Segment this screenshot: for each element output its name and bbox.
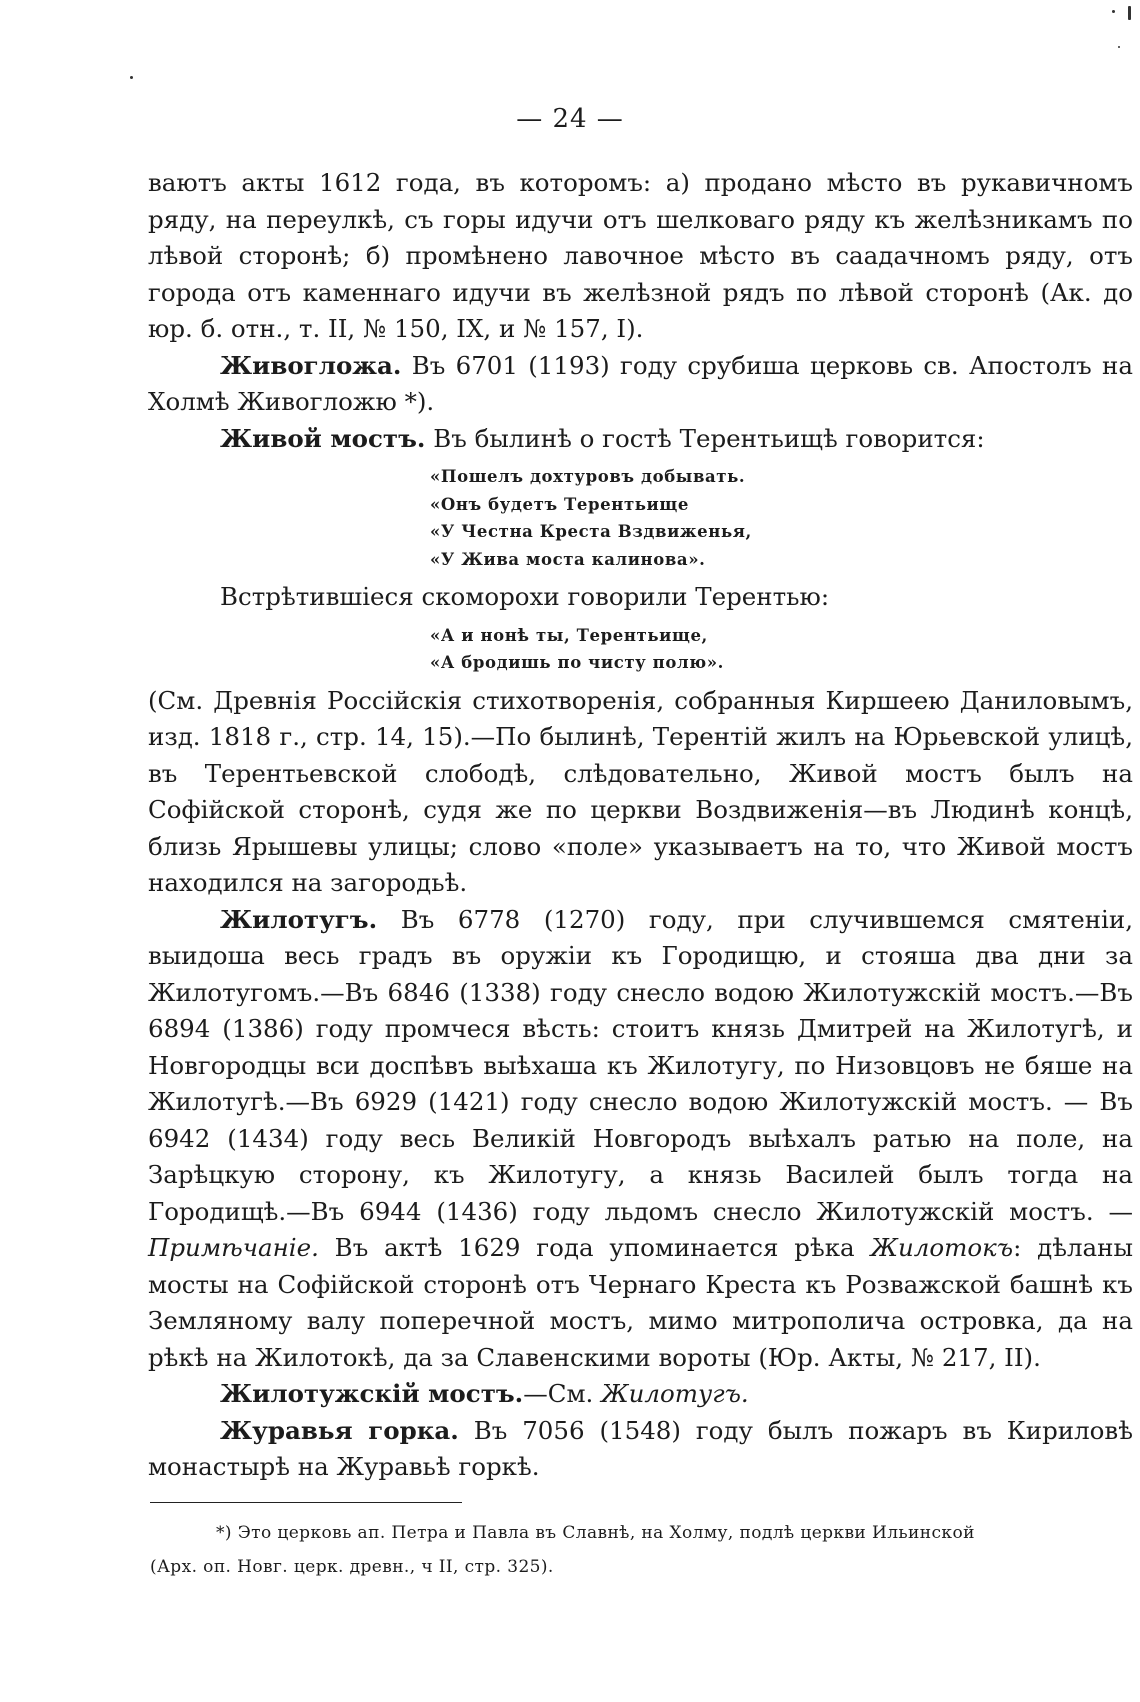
entry-heading: Жилотужскій мостъ. [220, 1379, 524, 1408]
note-label: Примѣчаніе. [148, 1233, 319, 1262]
verse-line: «Онъ будетъ Терентьище [430, 494, 689, 514]
scan-speck [1118, 46, 1120, 48]
entry-text: : дѣланы мосты на Софійской сторонѣ отъ Чернаго Креста къ Розважской башнѣ къ Земляному валу поперечной мостъ, мимо митрополича островка, да на рѣкѣ на Жилотокѣ, да за Славенскими вороты (Юр. Акты, № 217, II). [148, 1233, 1133, 1372]
entry-text: Въ 7056 (1548) году былъ пожаръ въ Кириловѣ монастырѣ на Журавьѣ горкѣ. [148, 1415, 1133, 1481]
entry-text: Въ актѣ 1629 года упоминается рѣка [318, 1233, 871, 1262]
scan-speck [1112, 10, 1115, 13]
cross-reference: Жилотугъ. [601, 1379, 749, 1408]
entry-zhivoglozha [148, 348, 1133, 421]
paragraph-continued: ваютъ акты 1612 года, въ которомъ: а) продано мѣсто въ рукавичномъ ряду, на переулкѣ, съ горы идучи отъ шелковаго ряду къ желѣзникамъ по лѣвой сторонѣ; б) промѣнено лавочное мѣсто въ саадачномъ ряду, отъ города отъ каменнаго идучи въ желѣзной рядъ по лѣвой сторонѣ (Ак. до юр. б. отн., т. II, № 150, IX, и № 157, I). [148, 168, 1133, 343]
entry-heading: Живогложа. [220, 350, 402, 380]
entry-text: Въ 6701 (1193) году срубиша церковь св. Апостолъ на Холмѣ Живогложю *). [148, 350, 1133, 416]
footnote-line: (Арх. оп. Новг. церк. древн., ч II, стр. 325). [150, 1557, 554, 1577]
footnote-line: *) Это церковь ап. Петра и Павла въ Славнѣ, на Холму, подлѣ церкви Ильинской [216, 1523, 975, 1543]
entry-heading: Живой мостъ. [220, 423, 426, 453]
entry-text: Въ 6778 (1270) году, при случившемся смятеніи, выидоша весь градъ въ оружіи къ Городищю, и стояша два дни за Жилотугомъ.—Въ 6846 (1338) году снесло водою Жилотужскій мостъ.—Въ 6894 (1386) году промчеся вѣсть: стоитъ князь Дмитрей на Жилотугѣ, и Новгородцы вси доспѣвъ выѣхаша къ Жилотугу, по Низовцовъ не бяше на Жилотугѣ.—Въ 6929 (1421) году снесло водою Жилотужскій мостъ. — Въ 6942 (1434) году весь Великій Новгородъ выѣхалъ ратью на поле, на Зарѣцкую сторону, къ Жилотугу, а князь Василей былъ тогда на Городищѣ.—Въ 6944 (1436) году льдомъ снесло Жилотужскій мостъ. — [148, 904, 1133, 1226]
entry-heading: Журавья горка. [220, 1415, 459, 1445]
river-name: Жилотокъ [870, 1233, 1014, 1262]
entry-heading: Жилотугъ. [220, 904, 378, 934]
main-text [148, 165, 1133, 1486]
entry-zhilotug [148, 902, 1133, 1377]
entry-text-after: (См. Древнія Россійскія стихотворенія, собранныя Киршеею Даниловымъ, изд. 1818 г., стр. 14, 15).—По былинѣ, Терентій жилъ на Юрьевской улицѣ, въ Терентьевской слободѣ, слѣдовательно, Живой мостъ былъ на Софійской сторонѣ, судя же по церкви Воздвиженія—въ Людинѣ концѣ, близь Ярышевы улицы; слово «поле» указываетъ на то, что Живой мостъ находился на загородьѣ. [148, 685, 1133, 897]
entry-zhivoy-most [148, 421, 1133, 458]
verse-line: «А и нонѣ ты, Терентьище, [430, 625, 708, 645]
verse-line: «Пошелъ дохтуровъ добывать. [430, 467, 746, 486]
scan-speck [130, 76, 133, 79]
entry-zhilotuzhsky-most [148, 1376, 1133, 1413]
entry-zhuravya-gorka [148, 1413, 1133, 1486]
verse-line: «У Честна Креста Вздвиженья, [430, 522, 752, 541]
page-number: — 24 — [516, 104, 624, 134]
scan-speck [1128, 6, 1131, 20]
footnote-divider [150, 1502, 462, 1503]
entry-text: —См. [523, 1379, 602, 1408]
verse-line: «У Жива моста калинова». [430, 549, 706, 569]
entry-text: Въ былинѣ о гостѣ Терентьищѣ говорится: [425, 423, 985, 453]
footnote [150, 1516, 1135, 1584]
verse-line: «А бродишь по чисту полю». [430, 653, 724, 672]
entry-text-mid: Встрѣтившіеся скоморохи говорили Терентью: [220, 582, 830, 611]
